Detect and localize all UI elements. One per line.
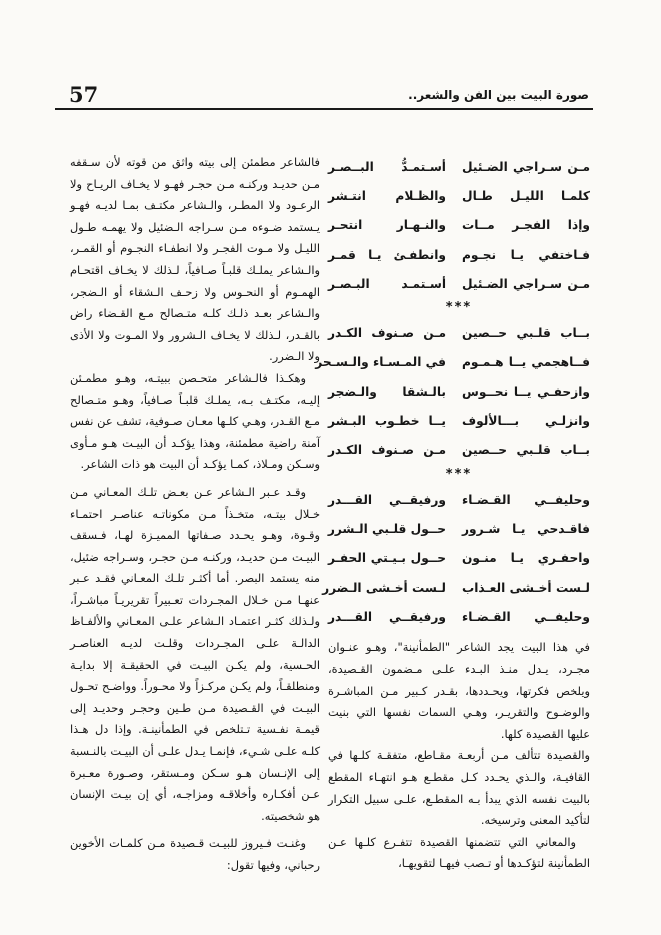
verse-first-hemistich: لـست أخـشى العـذاب (462, 580, 590, 595)
running-title: صورة البيت بين الفن والشعر.. (408, 88, 589, 102)
verse-first-hemistich: واحفـري يـا منـون (462, 551, 590, 566)
page-number: 57 (69, 82, 99, 107)
verse-line (328, 269, 590, 298)
right-column (315, 152, 590, 875)
body-paragraph: وهكـذا فالـشاعر متحـصن ببيتـه، وهـو مطمـئن إليـه، مكتـف بـه، يملـك قلبـاً صـافياً، وهـو متـصالح مـع القـدر، وهـي كلـها معـان صـوفية، تشف عن نفس آمنة راضية مطمئنة، وهذا يؤكـد أن البيـت هـو مـأوى وسـكن ومـلاذ، كمـا يؤكـد أن البيت هو ذات الشاعر. (70, 370, 320, 472)
verse-second-hemistich: ورفيقــي القـــدر (328, 609, 446, 624)
body-paragraph: وقـد عـبر الـشاعر عـن بعـض تلـك المعـاني مـن خـلال بيتـه، متخـذاً مـن مكوناتـه عناصـر احتمـاء وقـوة، وهـو يحـدد صـفاتها المميـزة لهـا، فـسقف البيـت مـن حديـد، وركنـه مـن حجـر، وسـراجه ضئيل، منه يستمد البصر. أما أكثـر تلـك المعـاني فقـد عـبر عنهـا مـن خـلال المجـردات تعـبيراً تقريريـاً مباشـراً، ولـذلك كثـر اعتمـاد الـشاعر علـى المعـاني والألفـاظ الدالـة علـى المجـردات وقلـت لديـه العناصـر الحـسية، ولم يكـن البيـت في الحقيقـة إلا بدايـة ومنطلقـاً، ولم يكـن مركـزاً ولا محـوراً. وواضـح تحـول البيـت في القـصيدة مـن طـين وحجـر وحديـد إلى قيمـة نفـسية تـتلخص في الطمأنينـة. وإذا دل هـذا كلـه علـى شـيء، فإنمـا يـدل علـى أن البيـت بالنـسبة إلى الإنـسان هـو سـكن ومـستقر، وصـورة معـبرة عـن أفكـاره وأخلاقـه ومزاجـه، أي إن بيـت الإنسان هو شخصيته. (70, 484, 320, 823)
verse-second-hemistich: بالـشقا والـضجر (328, 384, 446, 399)
verse-second-hemistich: وانطفـئ يـا قمـر (328, 247, 446, 262)
verse-second-hemistich: ورفيقــي القـــدر (328, 492, 446, 507)
verse-line (328, 240, 590, 269)
verse-line (328, 406, 590, 435)
body-paragraph: فالشاعر مطمئن إلى بيته واثق من قوته لأن سـقفه مـن حديـد وركنـه مـن حجـر فهـو لا يخـاف الريـاح ولا الرعـود ولا المطـر، والـشاعر مكتـف بمـا لديـه فهـو يـستمد ضـوءه مـن سـراجه الـضئيل ولا يهمـه طـول الليـل ولا مـوت الفجـر ولا انطفـاء النجـوم أو القمـر، والـشاعر يملـك قلبـاً صـافياً، لـذلك لا يخـاف اقتحـام الهمـوم أو النحـوس ولا زحـف الـشقاء أو الـضجر، والـشاعر بعـد ذلـك كلـه متـصالح مـع القـضاء راض بالقـدر، لـذلك لا يخـاف الـشرور ولا المـوت ولا الأذى ولا الـضرر. (70, 155, 320, 364)
verse-second-hemistich: أسـتمـد البـصـر (328, 276, 446, 291)
verse-first-hemistich: وحليفــي القـضـاء (462, 492, 590, 507)
verse-first-hemistich: وإذا الفجـر مــات (462, 218, 590, 233)
verse-first-hemistich: وازحفـي يــا نحــوس (462, 384, 590, 399)
verse-line (315, 348, 590, 377)
verse-first-hemistich: مـن سـراجي الضـئيل (462, 159, 590, 174)
verse-first-hemistich: بــاب قلـبي حــصين (462, 326, 590, 341)
verse-second-hemistich: في المـسـاء والـسـحر (315, 355, 446, 370)
verse-line (328, 602, 590, 631)
verse-first-hemistich: وحليفــي القـضـاء (462, 609, 590, 624)
stanza-separator: *** (445, 300, 473, 316)
verse-first-hemistich: فـاختفي يـا نجـوم (462, 247, 590, 262)
verse-second-hemistich: مـن صـنوف الكـدر (328, 326, 446, 341)
verse-first-hemistich: كلمـا الليـل طـال (462, 188, 590, 203)
verse-line (328, 318, 590, 347)
verse-second-hemistich: أسـتمـدُّ البــصـر (328, 159, 446, 174)
body-paragraph: والقصيدة تتألف مـن أربعـة مقـاطع، متفقـة كلـها في القافيـة، والـذي يحـدد كـل مقطـع هـو انتهـاء المقطع بالبيت نفسه الذي يبدأ بـه المقطـع، علـى سبيل التكرار لتأكيد المعنى وترسيخه. (328, 748, 590, 828)
verse-second-hemistich: حــول قلـبي الـشرر (327, 521, 446, 536)
poem-stanza-1 (328, 152, 590, 298)
verse-first-hemistich: بــاب قلـبي حــصين (462, 443, 590, 458)
verse-line (328, 514, 590, 543)
body-paragraph: وغنـت فـيروز للبيـت قـصيدة مـن كلمـات الأخوين رحباني، وفيها تقول: (70, 836, 320, 872)
poem-stanza-2 (315, 318, 590, 464)
verse-second-hemistich: حــول بـيـتي الحفـر (328, 551, 446, 566)
poem-stanza-3 (322, 485, 590, 631)
verse-line (322, 573, 590, 602)
verse-second-hemistich: مـن صـنوف الكـدر (328, 443, 446, 458)
verse-first-hemistich: مـن سـراجي الضـئيل (462, 276, 590, 291)
verse-line (328, 377, 590, 406)
stanza-separator: *** (445, 466, 473, 482)
left-column (70, 152, 320, 877)
verse-second-hemistich: لـست أخـشى الـضرر (322, 580, 446, 595)
verse-second-hemistich: يــا خطـوب البـشر (328, 414, 446, 429)
body-paragraph: في هذا البيت يجد الشاعر "الطمأنينة"، وهـو عنـوان مجـرد، يـدل منـذ البـدء علـى مـضمون القـصيدة، ويلخص فكرتها، ويحـددها، بقـدر كـبير مـن المباشـرة والوضـوح والتقريـر، وهـي السمات نفسها التي بنيت عليها القصيدة كلها. (328, 640, 590, 741)
body-paragraph: والمعاني التي تتضمنها القصيدة تتفـرع كلـها عـن الطمأنينة لتؤكـدها أو تـصب فيهـا لتقويهـا، (328, 834, 590, 871)
verse-first-hemistich: فاقـدحي يـا شـرور (462, 521, 590, 536)
page-header (55, 82, 593, 112)
verse-line (328, 211, 590, 240)
verse-first-hemistich: فــاهجمي يــا هـمـوم (462, 355, 590, 370)
header-rule (55, 108, 593, 110)
verse-first-hemistich: وانزلـي بـــالألوف (462, 414, 590, 429)
verse-line (328, 544, 590, 573)
verse-line (328, 181, 590, 210)
verse-second-hemistich: والظـلام انتـشر (328, 188, 446, 203)
verse-second-hemistich: والنـهـار انتحـر (328, 218, 446, 233)
verse-line (328, 152, 590, 181)
verse-line (328, 436, 590, 465)
verse-line (328, 485, 590, 514)
